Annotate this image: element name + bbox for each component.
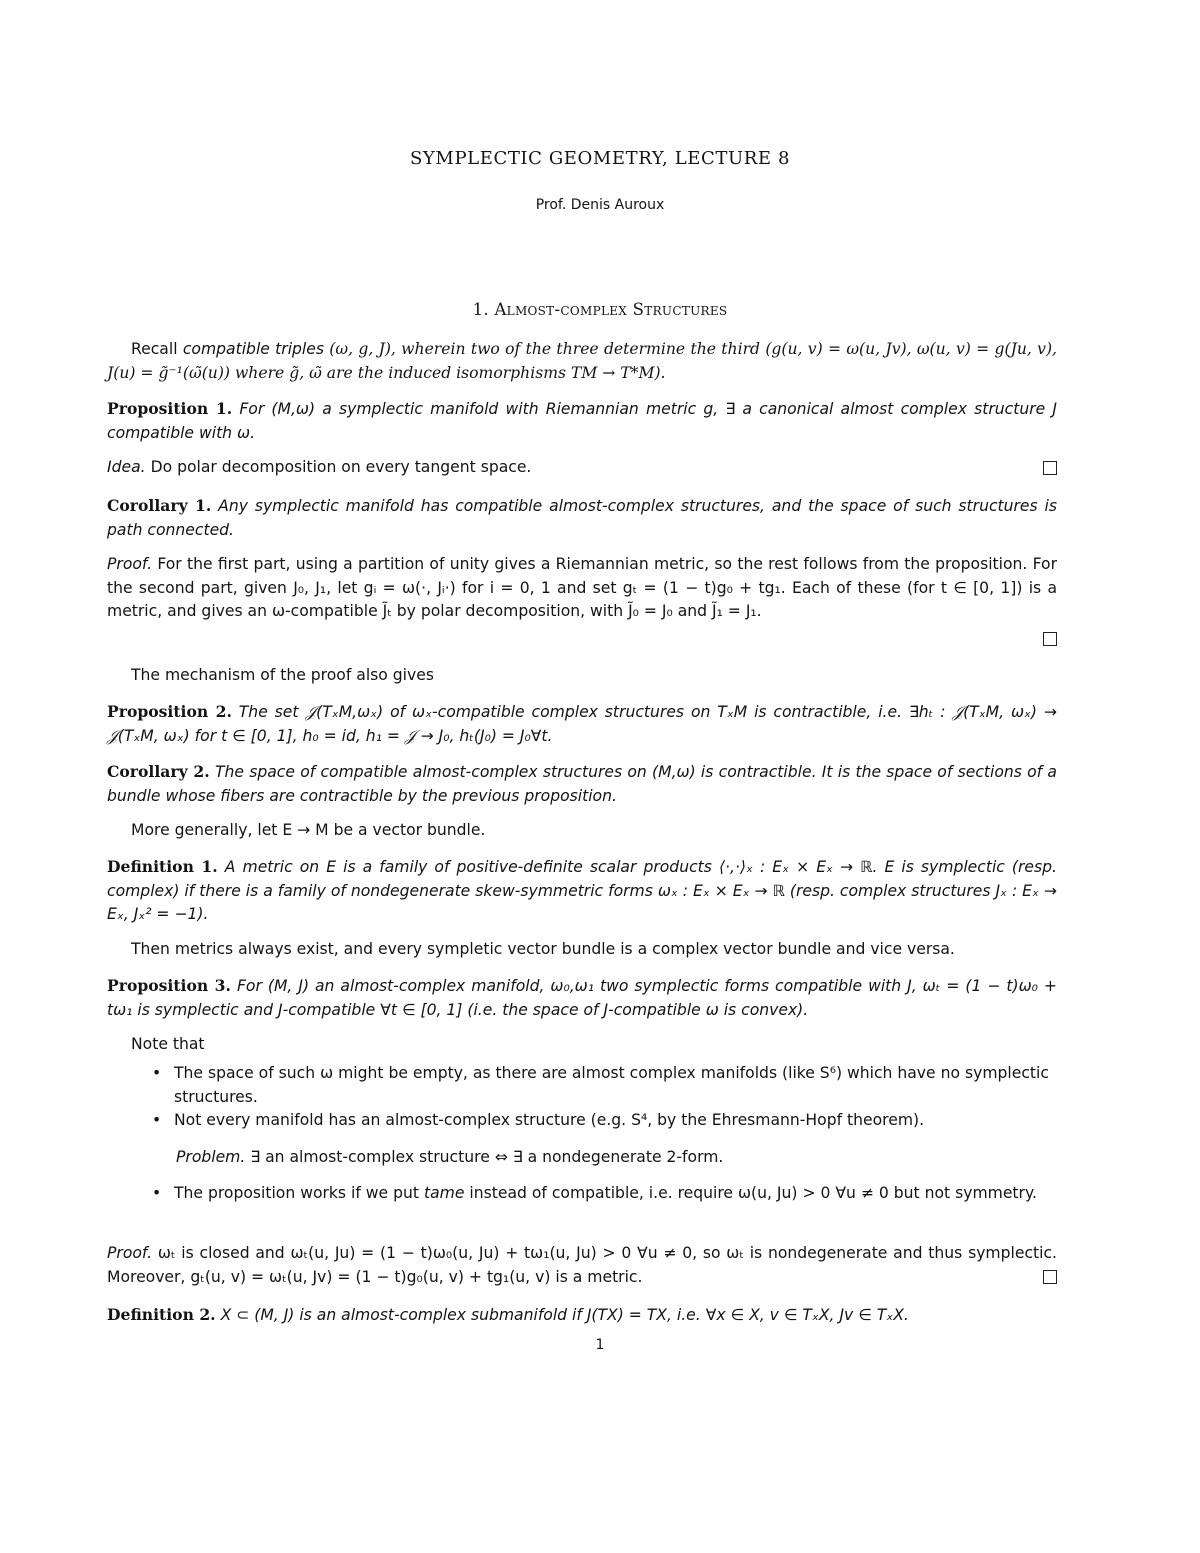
proof-proposition-3	[107, 1242, 1057, 1289]
proposition-1-label: Proposition 1.	[107, 399, 233, 418]
definition-2-label: Definition 2.	[107, 1305, 216, 1324]
proof-1-text: For the first part, using a partition of unity gives a Riemannian metric, so the rest follows from the proposition. For the second part, given J₀, J₁, let gᵢ = ω(·, Jᵢ·) for i = 0, 1 and set gₜ = (1 − t)g₀ + tg₁. Each of these (for t ∈ [0, 1]) is a metric, and gives an ω-compatible J̃ₜ by polar decomposition, with J̃₀ = J₀ and J̃₁ = J₁.	[107, 555, 1057, 621]
definition-1-label: Definition 1.	[107, 857, 218, 876]
proposition-3	[107, 974, 1057, 1022]
list-item: • Not every manifold has an almost-complex structure (e.g. S⁴, by the Ehresmann-Hopf theorem).	[150, 1109, 1060, 1133]
bullet-list-2	[150, 1182, 1060, 1206]
section-heading	[0, 300, 1200, 319]
idea-paragraph	[107, 456, 1057, 480]
proof-3-text: ωₜ is closed and ωₜ(u, Ju) = (1 − t)ω₀(u, Ju) + tω₁(u, Ju) > 0 ∀u ≠ 0, so ωₜ is nondegenerate and thus symplectic. Moreover, gₜ(u, v) = ωₜ(u, Jv) = (1 − t)g₀(u, v) + tg₁(u, v) is a metric.	[107, 1244, 1057, 1286]
corollary-2-label: Corollary 2.	[107, 762, 210, 781]
idea-text: Do polar decomposition on every tangent space.	[150, 458, 532, 476]
bullet3-term: tame	[423, 1184, 465, 1202]
proposition-1-text: For (M,ω) a symplectic manifold with Riemannian metric g, ∃ a canonical almost complex structure J compatible with ω.	[107, 400, 1057, 442]
metrics-line: Then metrics always exist, and every sympletic vector bundle is a complex vector bundle and vice versa.	[131, 940, 955, 958]
idea-label: Idea.	[107, 458, 146, 476]
page-number: 1	[595, 1337, 605, 1353]
proposition-1	[107, 397, 1057, 445]
problem-line	[176, 1146, 1056, 1170]
definition-1	[107, 855, 1057, 927]
qed-box-icon	[1043, 1270, 1057, 1284]
proof-1-label: Proof.	[107, 555, 153, 573]
proposition-2-label: Proposition 2.	[107, 702, 232, 721]
note-line: Note that	[131, 1035, 205, 1053]
list-item: • The space of such ω might be empty, as there are almost complex manifolds (like S⁶) which have no symplectic structures.	[150, 1062, 1060, 1109]
proposition-2-text: The set 𝒥(TₓM,ωₓ) of ωₓ-compatible complex structures on TₓM is contractible, i.e. ∃hₜ : 𝒥(TₓM, ωₓ) → 𝒥(TₓM, ωₓ) for t ∈ [0, 1], h₀ = id, h₁ = 𝒥 → J₀, hₜ(J₀) = J₀∀t.	[107, 703, 1057, 745]
corollary-1-label: Corollary 1.	[107, 496, 212, 515]
mechanism-line: The mechanism of the proof also gives	[131, 666, 434, 684]
proposition-2	[107, 700, 1057, 748]
proof-3-label: Proof.	[107, 1244, 153, 1262]
definition-1-text: A metric on E is a family of positive-definite scalar products ⟨·,·⟩ₓ : Eₓ × Eₓ → ℝ. E is symplectic (resp. complex) if there is a family of nondegenerate skew-symmetric forms ωₓ : Eₓ × Eₓ → ℝ (resp. complex structures Jₓ : Eₓ → Eₓ, Jₓ² = −1).	[107, 858, 1057, 924]
problem-text: ∃ an almost-complex structure ⇔ ∃ a nondegenerate 2-form.	[250, 1148, 724, 1166]
qed-box-icon	[1043, 632, 1057, 646]
corollary-1	[107, 494, 1057, 542]
proof-corollary-1	[107, 553, 1057, 624]
bullet3-after: instead of compatible, i.e. require ω(u, Ju) > 0 ∀u ≠ 0 but not symmetry.	[469, 1184, 1037, 1202]
section-title: Almost-complex Structures	[494, 300, 728, 319]
corollary-2-text: The space of compatible almost-complex structures on (M,ω) is contractible. It is the space of sections of a bundle whose fibers are contractible by the previous proposition.	[107, 763, 1057, 805]
corollary-1-text: Any symplectic manifold has compatible almost-complex structures, and the space of such structures is path connected.	[107, 497, 1057, 539]
bullet3-before: The proposition works if we put	[174, 1184, 419, 1202]
author-line: Prof. Denis Auroux	[535, 197, 665, 213]
corollary-2	[107, 760, 1057, 808]
recall-lead: Recall	[131, 340, 178, 358]
proposition-3-text: For (M, J) an almost-complex manifold, ω₀,ω₁ two symplectic forms compatible with J, ωₜ = (1 − t)ω₀ + tω₁ is symplectic and J-compatible ∀t ∈ [0, 1] (i.e. the space of J-compatible ω is convex).	[107, 977, 1057, 1019]
list-item	[150, 1182, 1060, 1206]
proposition-3-label: Proposition 3.	[107, 976, 231, 995]
recall-paragraph	[107, 338, 1057, 385]
generally-line: More generally, let E → M be a vector bundle.	[131, 821, 486, 839]
recall-line2: g(Ju, v), J(u) = g̃⁻¹(ω̃(u)) where g̃, ω̃ are the induced isomorphisms TM → T*M).	[107, 340, 1057, 382]
recall-line1: (ω, g, J), wherein two of the three determine the third (g(u, v) = ω(u, Jv), ω(u, v) =	[329, 340, 990, 358]
paper-title: SYMPLECTIC GEOMETRY, LECTURE 8	[410, 148, 790, 169]
bullet-list	[150, 1062, 1060, 1133]
recall-term: compatible triples	[182, 340, 324, 358]
definition-2	[107, 1303, 1057, 1328]
definition-2-text: X ⊂ (M, J) is an almost-complex submanifold if J(TX) = TX, i.e. ∀x ∈ X, v ∈ TₓX, Jv ∈ TₓX.	[220, 1306, 909, 1324]
qed-box-icon	[1043, 461, 1057, 475]
section-number: 1.	[472, 300, 489, 319]
problem-label: Problem.	[176, 1148, 246, 1166]
